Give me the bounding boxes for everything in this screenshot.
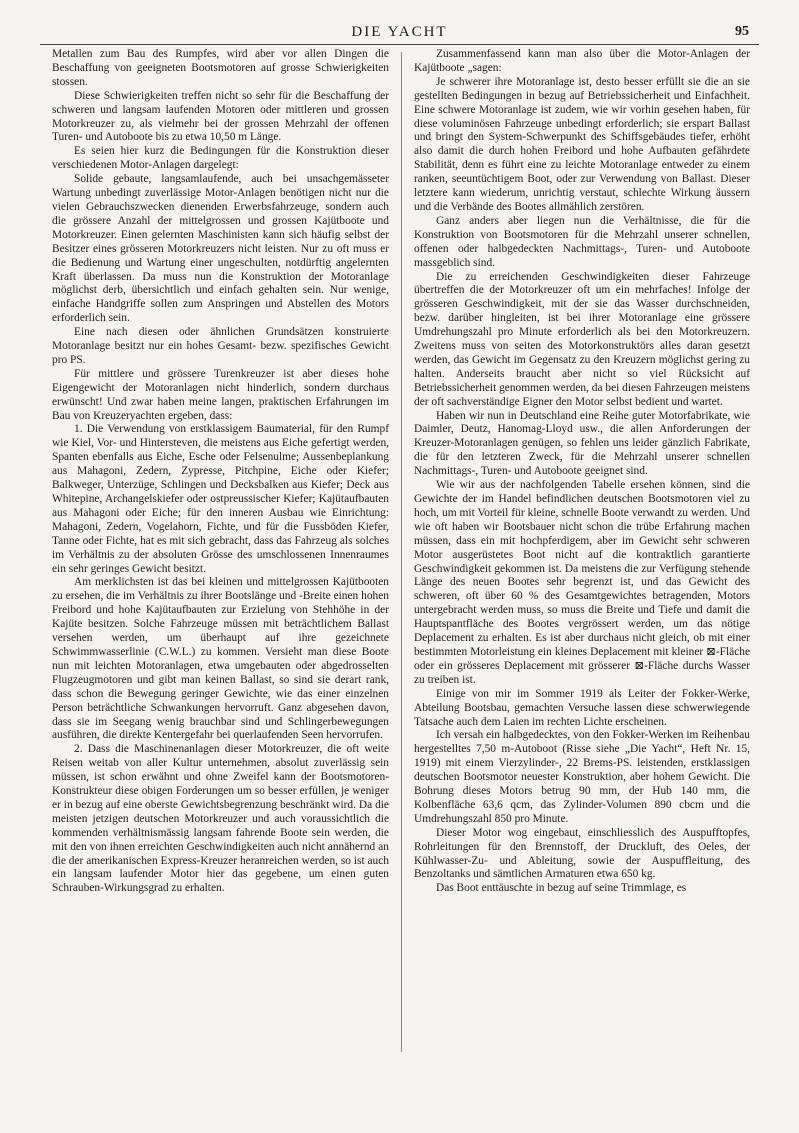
page-number: 95 (735, 24, 749, 39)
paragraph: Das Boot enttäuschte in bezug auf seine Trimmlage, es (436, 882, 687, 895)
column-divider (401, 52, 402, 1052)
paragraph: Dieser Motor wog eingebaut, einschliesslich des Auspufftopfes, Rohrleitungen für den Brennstoff, der Druckluft, des Oeles, der Kühlwasser-Zu- und Ableitung, sowie der Auspuffleitung, des Benzoltanks und sämtlichen Armaturen etwa 650 kg. (414, 826, 750, 881)
paragraph: Wie wir aus der nachfolgenden Tabelle ersehen können, sind die Gewichte der im Handel befindlichen deutschen Bootsmotoren viel zu hoch, um mit Vorteil für kleine, schnelle Boote verwandt zu werden. Und wie oft haben wir Bootsbauer nicht schon die trübe Erfahrung machen müssen, dass ein mit hochpferdigem, aber im Gewicht sehr schweren Motor ausgerüstetes Boot nicht auf die kontraktlich garantierte Geschwindigkeit gekommen ist. Da meistens die zur Verfügung stehende Länge des neuen Bootes sehr begrenzt ist, und das Gewicht des schweren, oft über 60 % des Gesamtgewichtes betragenden, Motors untergebracht werden muss, so muss die Breite und Tiefe und damit die Hauptspantfläche des Bootes vergrössert werden, um das nötige Deplacement zu erhalten. Es ist aber durchaus nicht gleich, ob mit einer bestimmten Motorleistung ein kleines Deplacement mit kleiner ⊠-Fläche oder ein grösseres Deplacement mit grösserer ⊠-Fläche durchs Wasser zu treiben ist. (414, 479, 750, 686)
header-rule (40, 44, 759, 45)
paragraph: Eine nach diesen oder ähnlichen Grundsätzen konstruierte Motoranlage besitzt nur ein hohes Gesamt- bezw. spezifisches Gewicht pro PS. (52, 326, 389, 366)
paragraph: Solide gebaute, langsamlaufende, auch bei unsachgemässeter Wartung unbedingt zuverlässige Motor-Anlagen benötigen nicht nur die vielen Gebrauchszwecken dienenden Erwerbsfahrzeuge, sondern auch die grössere Anzahl der mittelgrossen und grossen Kajütboote und Motorkreuzer. Einen gelernten Maschinisten kann sich häufig selbst der Besitzer eines grösseren Motorkreuzers nicht leisten. Nur zu oft muss er die Bedienung und Wartung einer ungeschulten, notdürftig angelernten Kraft überlassen. Da muss nun die Konstruktion der Motoranlage möglichst derb, übersichtlich und einfach gehalten sein. Nur wenige, einfache Handgriffe sollen zum Anspringen und Abstellen des Motors erforderlich sein. (52, 173, 389, 325)
paragraph: Am merklichsten ist das bei kleinen und mittelgrossen Kajütbooten zu ersehen, die im Verhältnis zu ihrer Bootslänge und -Breite einen hohen Freibord und hohe Kajütaufbauten zur Erzielung von Stehhöhe in der Kajüte besitzen. Solche Fahrzeuge müssen mit beträchtlichem Ballast versehen werden, um überhaupt auf ihre gezeichnete Schwimmwasserlinie (C.W.L.) zu kommen. Versieht man diese Boote nun mit leichten Motoranlagen, etwa umgebauten oder abgedrosselten Flugzeugmotoren und gibt man keinen Ballast, so sind sie derart rank, dass schon die Bewegung geringer Gewichte, wie das einer einzelnen Person beträchtliche Schwankungen hervorruft. Ganz abgesehen davon, dass sie im Seegang wenig brauchbar sind und Schlingerbewegungen ausführen, die direkte Kentergefahr bei querlaufenden Seen hervorrufen. (52, 576, 389, 742)
running-title: DIE YACHT (351, 24, 448, 40)
left-column (52, 48, 389, 1128)
page-header (40, 22, 759, 44)
paragraph: Ich versah ein halbgedecktes, von den Fokker-Werken im Reihenbau hergestelltes 7,50 m-Autoboot (Risse siehe „Die Yacht“, Heft Nr. 15, 1919) mit einem Vierzylinder-, 22 Brems-PS. leistenden, erstklassigen deutschen Bootsmotor neuester Konstruktion, aber hohem Gewicht. Die Bohrung dieses Motors betrug 90 mm, der Hub 140 mm, die Kolbenfläche 63,6 qcm, das Zylinder-Volumen 890 cbcm und die Umdrehungszahl 850 pro Minute. (414, 729, 750, 825)
paragraph: 1. Die Verwendung von erstklassigem Baumaterial, für den Rumpf wie Kiel, Vor- und Hintersteven, die meistens aus Eiche gefertigt werden, Spanten ebenfalls aus Eiche, Esche oder Felsenulme; Aussenbeplankung aus Mahagoni, Zedern, Zypresse, Pitchpine, Eiche oder Kiefer; Balkweger, Unterzüge, Schlingen und Decksbalken aus Kiefer; Deck aus Whitepine, Archangelskiefer oder ostpreussischer Kiefer; Kajütaufbauten aus Mahagoni oder Eiche; für den inneren Ausbau wie Einrichtung: Mahagoni, Zedern, Vogelahorn, Fichte, und für die Fussböden Kiefer, Tanne oder Fichte, hat es mit sich gebracht, dass das Fahrzeug als solches im Verhältnis zu der absoluten Grösse des umschlossenen Innenraumes ein sehr geringes Gewicht besitzt. (52, 423, 389, 575)
paragraph: Metallen zum Bau des Rumpfes, wird aber vor allen Dingen die Beschaffung von geeigneten Bootsmotoren auf grosse Schwierigkeiten stossen. (52, 48, 389, 88)
paragraph: Je schwerer ihre Motoranlage ist, desto besser erfüllt sie die an sie gestellten Bedingungen in bezug auf Betriebssicherheit und Einfachheit. Eine schwere Motoranlage ist zudem, wie wir vorhin gesehen haben, für diese voluminösen Fahrzeuge unbedingt erforderlich; sie erspart Ballast und bringt den System-Schwerpunkt des Schiffsgebäudes tiefer, erhöht also damit die durch hohen Freibord und hohe Aufbauten gefährdete Stabilität, denn es führt eine zu leichte Motoranlage entweder zu einem ranken, seeuntüchtigem Boot, oder zur Verwendung von Ballast. Dieser letztere kann wiederum, unrichtig verstaut, schlechte Wirkung äussern und die Verbände des Bootes allmählich zerstören. (414, 75, 750, 213)
paragraph: Es seien hier kurz die Bedingungen für die Konstruktion dieser verschiedenen Motor-Anlagen dargelegt: (52, 145, 389, 172)
paragraph: Diese Schwierigkeiten treffen nicht so sehr für die Beschaffung der schweren und langsam laufenden Motoren oder mittleren und grossen Motorkreuzer zu, als vielmehr bei der grossen Mehrzahl der offenen Turen- und Autoboote bis zu etwa 10,50 m Länge. (52, 89, 389, 144)
paragraph: Haben wir nun in Deutschland eine Reihe guter Motorfabrikate, wie Daimler, Deutz, Hanomag-Lloyd usw., die allen Anforderungen der Kreuzer-Motoranlagen genügen, so fehlen uns leider gänzlich Fabrikate, die für den letzteren Zweck, für die Mehrzahl unserer schnellen Nachmittags-, Turen- und Autoboote geeignet sind. (414, 409, 750, 478)
right-column (414, 48, 750, 1128)
paragraph: Zusammenfassend kann man also über die Motor-Anlagen der Kajütboote „sagen: (414, 48, 750, 74)
paragraph: Ganz anders aber liegen nun die Verhältnisse, die für die Konstruktion von Bootsmotoren für die Mehrzahl unserer schnellen, offenen oder halbgedeckten Nachmittags-, Turen- und Autoboote massgeblich sind. (414, 214, 750, 269)
paragraph: Die zu erreichenden Geschwindigkeiten dieser Fahrzeuge übertreffen die der Motorkreuzer oft um ein mehrfaches! Infolge der grösseren Geschwindigkeit, mit der sie das Wasser durchschneiden, bezw. darüber hingleiten, ist bei ihrer Motoranlage eine grössere Umdrehungszahl pro Minute erforderlich als bei den Motorkreuzern. Zweitens muss von seiten des Motorkonstruktörs alles daran gesetzt werden, das Gewicht im Gegensatz zu den Kreuzern möglichst gering zu halten. Anderseits braucht aber nicht so viel Rücksicht auf Betriebssicherheit genommen werden, da bei diesen Fahrzeugen meistens der oft sachverständige Eigner den Motor selbst bedient und wartet. (414, 270, 750, 408)
paragraph: Für mittlere und grössere Turenkreuzer ist aber dieses hohe Eigengewicht der Motoranlagen nicht hinderlich, sondern durchaus erwünscht! Und zwar haben meine langen, praktischen Erfahrungen im Bau von Kreuzeryachten ergeben, dass: (52, 367, 389, 422)
paragraph: Einige von mir im Sommer 1919 als Leiter der Fokker-Werke, Abteilung Bootsbau, gemachten Versuche lassen diese schwerwiegende Tatsache auch dem Laien im rechten Lichte erscheinen. (414, 687, 750, 728)
paragraph: 2. Dass die Maschinenanlagen dieser Motorkreuzer, die oft weite Reisen weitab von aller Kultur unternehmen, absolut zuverlässig sein müssen, ist schon erwähnt und ohne Zweifel kann der Bootsmotoren-Konstrukteur diese obigen Forderungen um so besser erfüllen, je weniger er in bezug auf eine oberste Gewichtsbegrenzung beschränkt wird. Da die meisten jetzigen deutschen Motorkreuzer und auch voraussichtlich die kommenden verhältnismässig langsam fahrende Boote sein werden, die mit den von ihnen erreichten Geschwindigkeiten auch nicht annähernd an die der amerikanischen Express-Kreuzer heranreichen werden, so ist auch ein langsam laufender Motor hier das gegebene, um einen guten Schrauben-Wirkungsgrad zu erhalten. (52, 743, 389, 895)
